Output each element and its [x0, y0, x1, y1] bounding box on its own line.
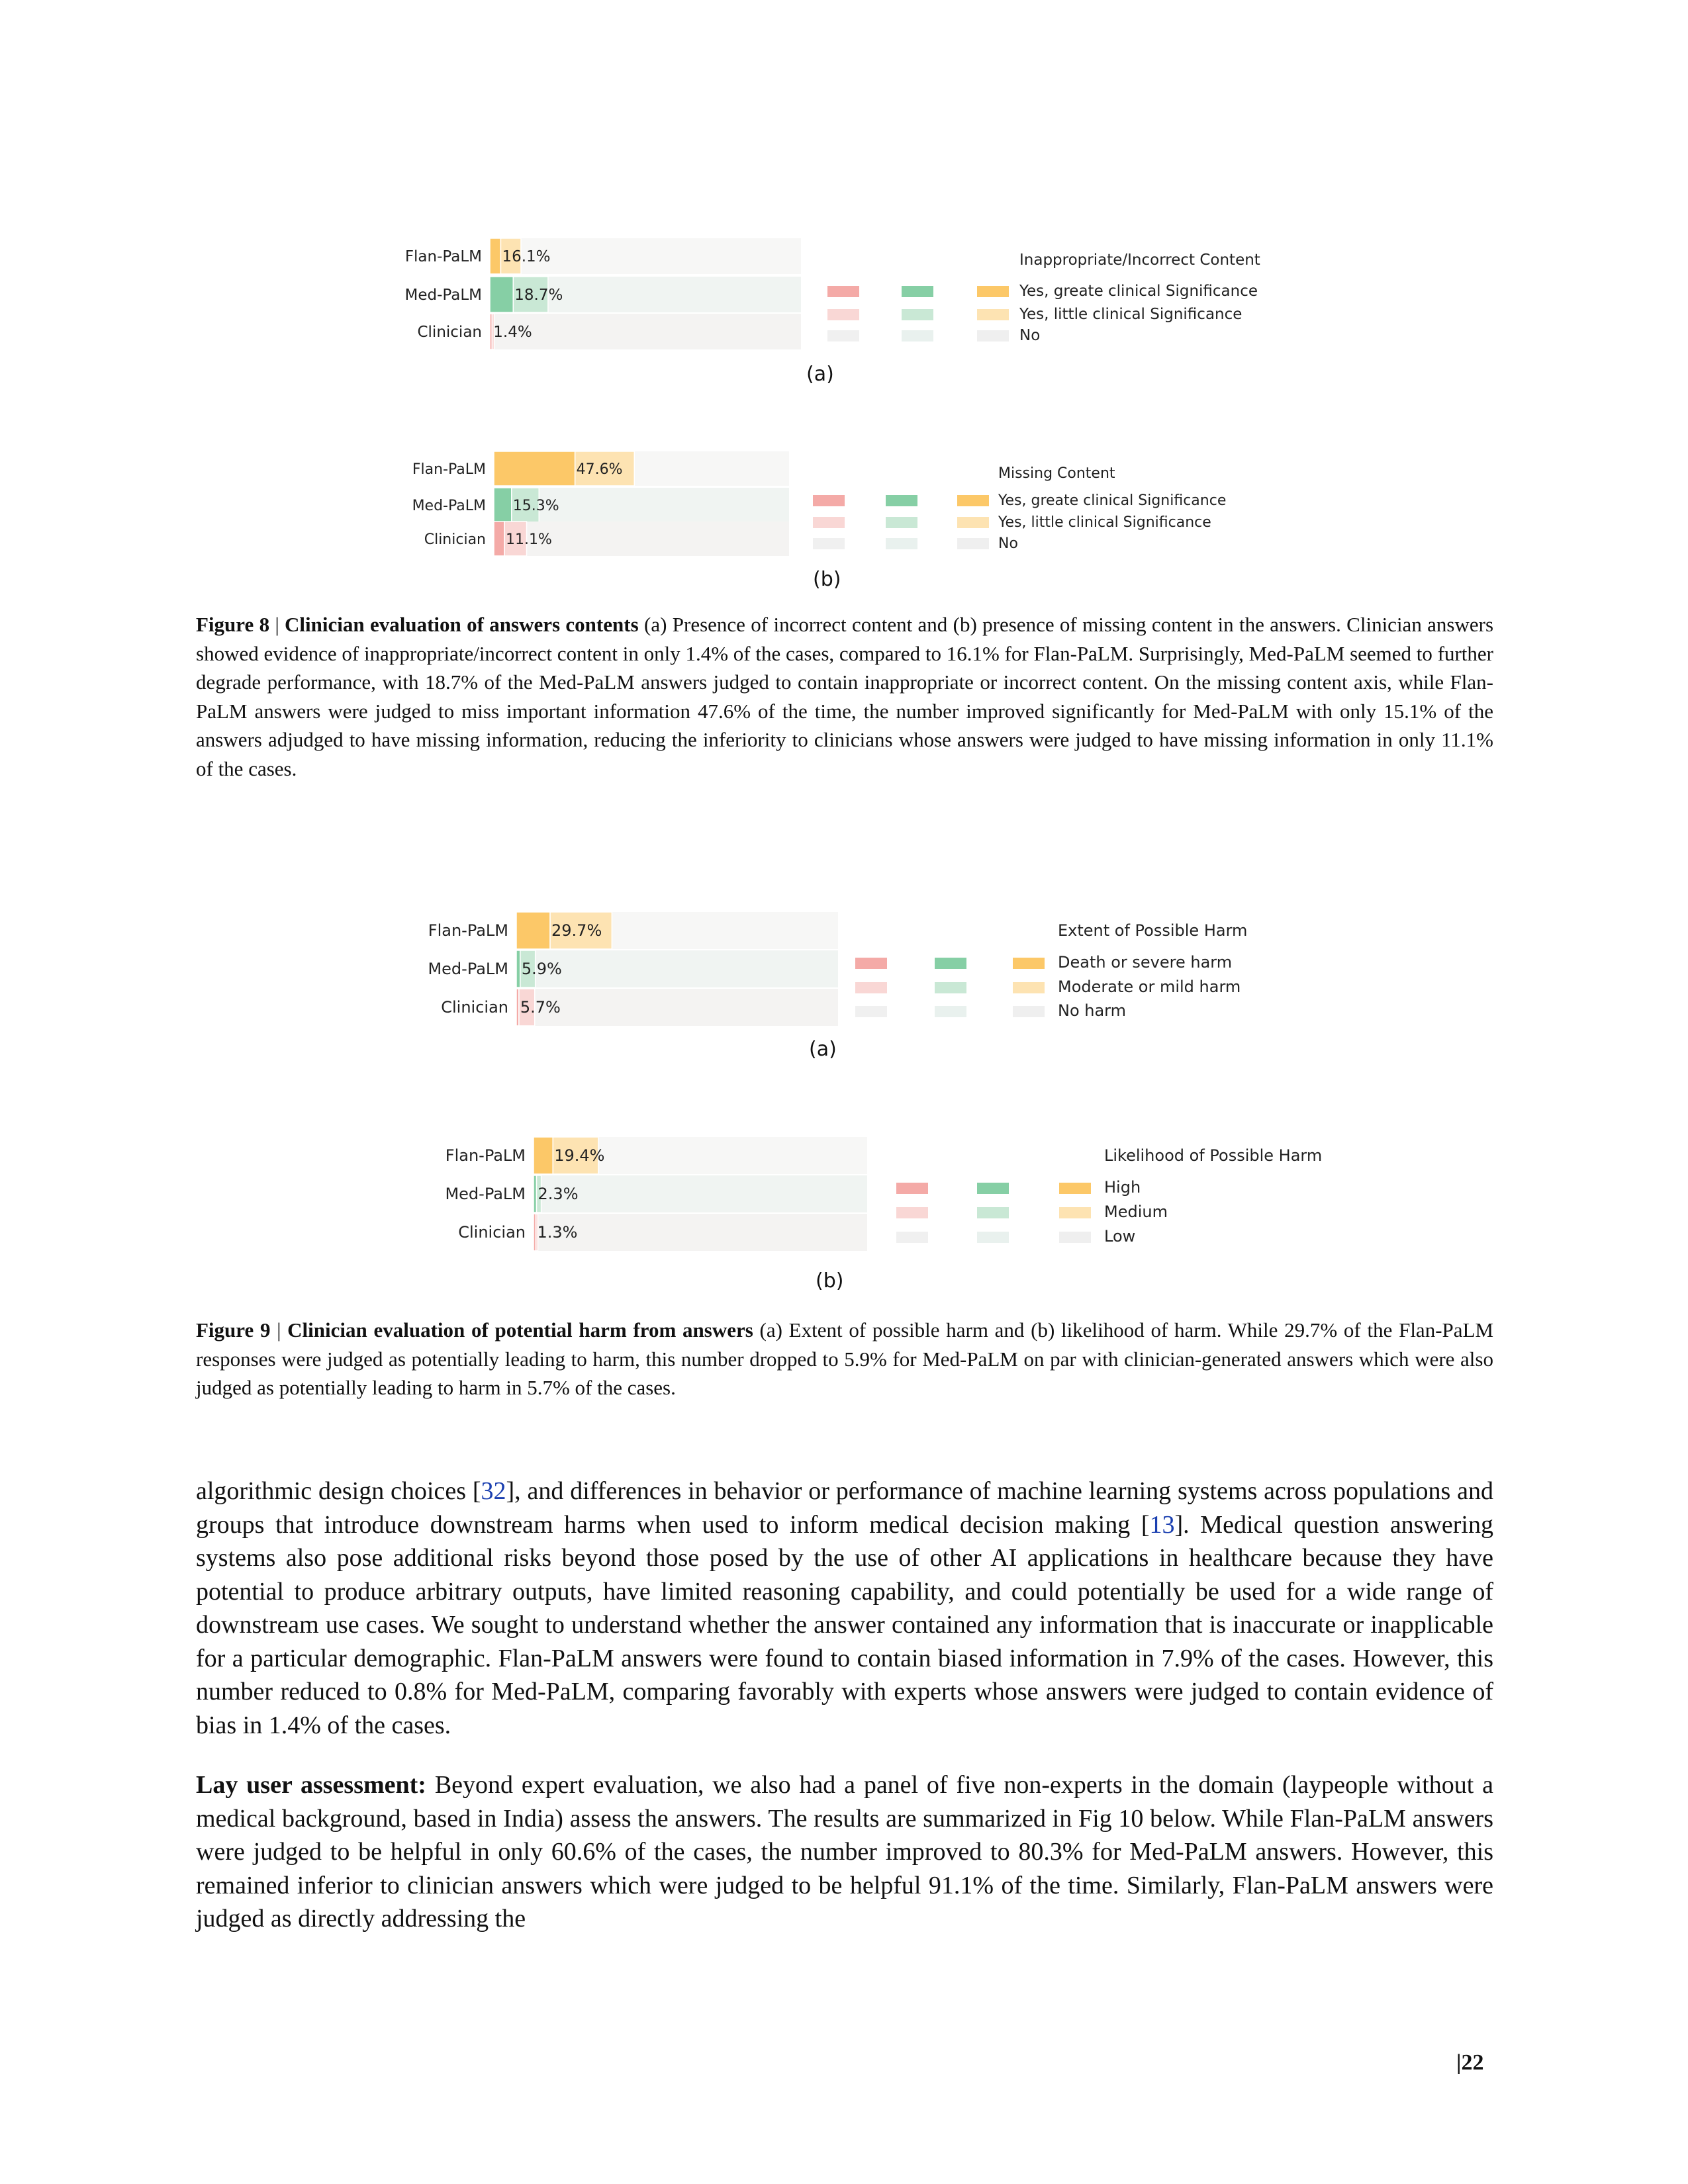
legend-swatch-clinician-1 — [855, 958, 887, 969]
data-label-clinician: 1.4% — [493, 324, 532, 341]
legend-swatch-clinician-3 — [827, 330, 859, 341]
legend-swatch-medpalm-2 — [902, 309, 933, 320]
bar-segment-clinician-1 — [494, 522, 504, 556]
legend-entry-2: Moderate or mild harm — [1058, 978, 1241, 996]
paragraph-bias: algorithmic design choices [32], and differences in behavior or performance of machine learning systems across populations and groups that introduce downstream harms when used to inform medical decision making [13]. Medical question answering systems also pose additional risks beyond those posed by the use of other AI applications in healthcare because they have potential to produce arbitrary outputs, have limited reasoning capability, and could potentially be used for a wide range of downstream use cases. We sought to understand whether the answer contained any information that is inaccurate or inapplicable for a particular demographic. Flan-PaLM answers were found to contain biased information in 7.9% of the cases. However, this number reduced to 0.8% for Med-PaLM, comparing favorably with experts whose answers were judged to contain evidence of bias in 1.4% of the cases. — [196, 1477, 1493, 1739]
legend-swatch-flanpalm-1 — [1013, 958, 1045, 969]
figure-9-caption-text: (a) Extent of possible harm and (b) likelihood of harm. While 29.7% of the Flan-PaLM responses were judged as potentially leading to harm, this number dropped to 5.9% for Med-PaLM on par with clinician-generated answers which were also judged as potentially leading to harm in 5.7% of the cases. — [196, 1318, 1494, 1399]
legend-swatch-flanpalm-3 — [957, 538, 989, 549]
legend-swatch-medpalm-3 — [902, 330, 933, 341]
row-label-med-palm: Med-PaLM — [412, 498, 486, 514]
row-label-clinician: Clinician — [458, 1223, 526, 1242]
data-label-flan-palm: 19.4% — [554, 1146, 605, 1165]
legend-swatch-clinician-1 — [813, 495, 845, 506]
legend-swatch-medpalm-3 — [886, 538, 917, 549]
data-label-flan-palm: 47.6% — [576, 461, 623, 478]
data-label-med-palm: 5.9% — [521, 960, 562, 978]
legend-title: Likelihood of Possible Harm — [1104, 1146, 1323, 1165]
legend-entry-3: Low — [1104, 1227, 1136, 1246]
legend-swatch-clinician-2 — [896, 1207, 928, 1218]
legend-entry-1: Yes, greate clinical Significance — [998, 492, 1227, 509]
paragraph-lay-user — [196, 1768, 1493, 1936]
bar-background-clinician — [490, 314, 801, 349]
legend-swatch-clinician-3 — [855, 1006, 887, 1017]
legend-entry-1: High — [1104, 1178, 1141, 1197]
legend-swatch-medpalm-2 — [886, 517, 917, 528]
citation-link-13[interactable]: 13 — [1149, 1510, 1175, 1539]
legend-swatch-medpalm-2 — [977, 1207, 1009, 1218]
row-label-flan-palm: Flan-PaLM — [445, 1146, 526, 1165]
body-text — [196, 1475, 1493, 1936]
subfigure-label-8a: (a) — [806, 363, 834, 386]
legend-swatch-flanpalm-3 — [977, 330, 1009, 341]
legend-swatch-clinician-1 — [896, 1183, 928, 1194]
page-number: |22 — [1456, 2050, 1484, 2075]
data-label-clinician: 1.3% — [537, 1223, 578, 1242]
legend-title: Inappropriate/Incorrect Content — [1019, 251, 1260, 269]
legend-entry-1: Death or severe harm — [1058, 953, 1233, 972]
legend-swatch-flanpalm-1 — [1059, 1183, 1091, 1194]
figure-9-title: Clinician evaluation of potential harm from answers — [287, 1318, 753, 1342]
figure-9-label: Figure 9 — [196, 1318, 271, 1342]
legend-swatch-medpalm-1 — [977, 1183, 1009, 1194]
data-label-flan-palm: 29.7% — [551, 921, 602, 940]
legend-title: Extent of Possible Harm — [1058, 921, 1248, 940]
row-label-med-palm: Med-PaLM — [445, 1185, 526, 1203]
legend-title: Missing Content — [998, 465, 1115, 482]
bar-segment-flan-palm-1 — [494, 451, 575, 486]
row-label-clinician: Clinician — [417, 324, 482, 341]
row-label-flan-palm: Flan-PaLM — [428, 921, 508, 940]
legend-swatch-medpalm-1 — [935, 958, 966, 969]
lay-user-heading: Lay user assessment: — [196, 1771, 426, 1799]
legend-entry-1: Yes, greate clinical Significance — [1019, 283, 1258, 300]
data-label-clinician: 5.7% — [520, 998, 561, 1017]
row-label-clinician: Clinician — [424, 531, 486, 548]
figure-9a-chart — [0, 860, 1688, 1059]
legend-entry-2: Yes, little clinical Significance — [998, 514, 1211, 531]
row-label-clinician: Clinician — [441, 998, 508, 1017]
legend-swatch-flanpalm-2 — [1059, 1207, 1091, 1218]
bar-background-clinician — [534, 1214, 867, 1251]
legend-swatch-clinician-2 — [827, 309, 859, 320]
bar-background-med-palm — [534, 1175, 867, 1212]
legend-swatch-medpalm-2 — [935, 982, 966, 993]
subfigure-label-9b: (b) — [816, 1269, 844, 1293]
legend-entry-3: No — [998, 535, 1018, 552]
legend-entry-2: Yes, little clinical Significance — [1019, 306, 1243, 323]
data-label-med-palm: 2.3% — [538, 1185, 579, 1203]
subfigure-label-8b: (b) — [813, 568, 841, 591]
legend-swatch-flanpalm-3 — [1059, 1232, 1091, 1243]
legend-swatch-flanpalm-1 — [977, 286, 1009, 297]
citation-link-32[interactable]: 32 — [481, 1477, 506, 1505]
bar-segment-flan-palm-1 — [490, 238, 500, 274]
bar-background-clinician — [516, 989, 838, 1026]
data-label-med-palm: 15.3% — [512, 498, 559, 514]
bar-segment-med-palm-1 — [516, 950, 520, 987]
legend-entry-3: No — [1019, 327, 1041, 344]
legend-swatch-medpalm-1 — [886, 495, 917, 506]
bar-segment-med-palm-1 — [494, 488, 512, 522]
row-label-med-palm: Med-PaLM — [404, 287, 482, 304]
legend-swatch-flanpalm-2 — [1013, 982, 1045, 993]
legend-swatch-flanpalm-2 — [977, 309, 1009, 320]
legend-swatch-clinician-3 — [813, 538, 845, 549]
bar-segment-med-palm-1 — [490, 277, 513, 312]
figure-9-separator: | — [277, 1318, 281, 1342]
figure-9-caption — [196, 1316, 1493, 1402]
legend-swatch-flanpalm-3 — [1013, 1006, 1045, 1017]
legend-swatch-flanpalm-1 — [957, 495, 989, 506]
bar-background-med-palm — [516, 950, 838, 987]
legend-swatch-clinician-2 — [813, 517, 845, 528]
figure-8-label: Figure 8 — [196, 613, 270, 636]
row-label-med-palm: Med-PaLM — [428, 960, 508, 978]
legend-swatch-medpalm-3 — [977, 1232, 1009, 1243]
figure-8b-chart — [0, 397, 1688, 596]
figure-8-separator: | — [275, 613, 279, 636]
legend-swatch-clinician-3 — [896, 1232, 928, 1243]
figure-8-caption — [196, 610, 1493, 783]
bar-segment-flan-palm-1 — [534, 1137, 553, 1174]
legend-swatch-medpalm-1 — [902, 286, 933, 297]
legend-entry-2: Medium — [1104, 1203, 1168, 1221]
data-label-clinician: 11.1% — [506, 531, 552, 548]
legend-entry-3: No harm — [1058, 1001, 1127, 1020]
data-label-flan-palm: 16.1% — [502, 248, 551, 265]
subfigure-label-9a: (a) — [809, 1038, 837, 1061]
lay-user-text: Beyond expert evaluation, we also had a panel of five non-experts in the domain (laypeople without a medical background, based in India) assess the answers. The results are summarized in Fig 10 below. While Flan-PaLM answers were judged to be helpful in only 60.6% of the cases, the number improved to 80.3% for Med-PaLM answers. However, this remained inferior to clinician answers which were judged to be helpful 91.1% of the time. Similarly, Flan-PaLM answers were judged as directly addressing the — [196, 1771, 1494, 1933]
data-label-med-palm: 18.7% — [514, 287, 563, 304]
figure-8-title: Clinician evaluation of answers contents — [285, 613, 639, 636]
legend-swatch-clinician-1 — [827, 286, 859, 297]
bar-segment-flan-palm-1 — [516, 912, 550, 949]
legend-swatch-clinician-2 — [855, 982, 887, 993]
row-label-flan-palm: Flan-PaLM — [404, 248, 482, 265]
figure-9b-chart — [0, 1092, 1688, 1291]
legend-swatch-flanpalm-2 — [957, 517, 989, 528]
legend-swatch-medpalm-3 — [935, 1006, 966, 1017]
figure-8a-chart — [0, 0, 1688, 397]
row-label-flan-palm: Flan-PaLM — [412, 461, 486, 478]
figure-8-caption-text: (a) Presence of incorrect content and (b) presence of missing content in the answers. Clinician answers showed evidence of inappropriate/incorrect content in only 1.4% of the cases, compared to 16.1% for Flan-PaLM. Surprisingly, Med-PaLM seemed to further degrade performance, with 18.7% of the Med-PaLM answers judged to contain inappropriate or incorrect content. On the missing content axis, while Flan-PaLM answers were judged to miss important information 47.6% of the time, the number improved significantly for Med-PaLM with only 15.1% of the answers adjudged to have missing information, reducing the inferiority to clinicians whose answers were judged to have missing information in only 11.1% of the cases. — [196, 613, 1494, 780]
